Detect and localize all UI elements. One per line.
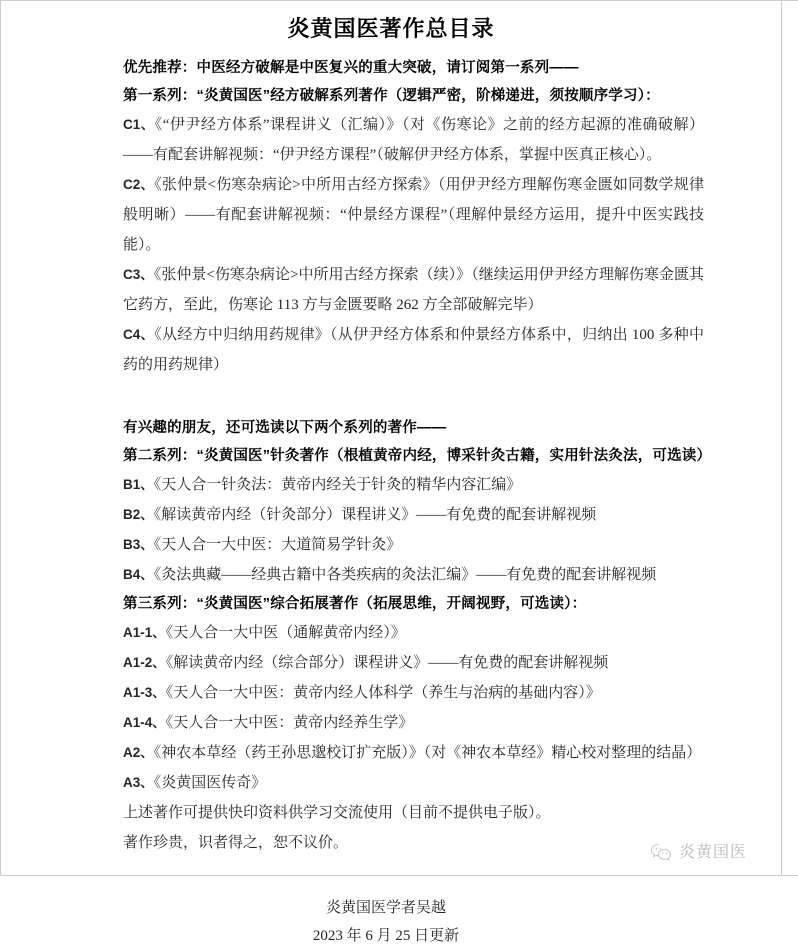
item-text: 《神农本草经（药王孙思邈校订扩充版）》（对《神农本草经》精心校对整理的结晶） [153,745,702,761]
series-one-heading: 第一系列：“炎黄国医”经方破解系列著作（逻辑严密，阶梯递进，须按顺序学习）： [123,88,660,104]
item-text: 《天人合一针灸法：黄帝内经关于针灸的精华内容汇编》 [153,477,522,493]
item-text: 《张仲景<伤寒杂病论>中所用古经方探索（续）》（继续运用伊尹经方理解伤寒金匮其它药方，至此，伤寒论 113 方与金匮要略 262 方全部破解完毕） [123,267,704,313]
item-label: A1-4、 [123,715,166,730]
series-two-heading: 第二系列：“炎黄国医”针灸著作（根植黄帝内经，博采针灸古籍，实用针法灸法，可选读） [123,448,712,464]
series-one-item [123,260,704,320]
item-text: 《炎黄国医传奇》 [153,775,267,791]
page-title: 炎黄国医著作总目录 [287,16,495,41]
item-label: B1、 [123,477,154,492]
item-label: A2、 [123,745,154,760]
item-text: 《天人合一大中医（通解黄帝内经）》 [165,625,406,641]
item-label: B2、 [123,507,154,522]
item-label: C4、 [123,327,155,342]
item-label: B3、 [123,537,154,552]
item-label: C1、 [123,117,155,132]
item-label: A1-3、 [123,685,166,700]
series-three-item [123,618,704,648]
series-three-heading: 第三系列：“炎黄国医”综合拓展著作（拓展思维，开阔视野，可选读）： [123,596,587,612]
item-label: A1-2、 [123,655,166,670]
series-three-item [123,678,704,708]
signature-date: 2023 年 6 月 25 日更新 [312,928,460,944]
series-two-item [123,530,704,560]
wechat-account-badge [650,843,747,862]
item-text: 《张仲景<伤寒杂病论>中所用古经方探索》（用伊尹经方理解伤寒金匮如同数学规律般明晰）——有配套讲解视频：“仲景经方课程”（理解仲景经方运用，提升中医实践技能）。 [123,177,704,253]
wechat-icon [650,843,672,862]
item-label: A3、 [123,775,154,790]
signature-block [123,858,704,950]
item-label: C3、 [123,267,154,282]
series-two-item [123,560,704,590]
series-one-item [123,320,704,380]
item-text: 《天人合一大中医：黄帝内经人体科学（养生与治病的基础内容）》 [165,685,601,701]
interest-note: 有兴趣的朋友，还可选读以下两个系列的著作—— [123,420,447,436]
closing-line: 著作珍贵，识者得之，恕不议价。 [123,835,349,851]
section-spacer [123,380,704,414]
series-two-item [123,500,704,530]
series-one-item [123,170,704,260]
item-label: B4、 [123,567,154,582]
series-three-item [123,708,704,738]
signature-author: 炎黄国医学者吴越 [325,900,446,916]
series-one-item [123,110,704,170]
series-three-item [123,738,704,768]
series-two-item [123,470,704,500]
document-body [0,44,782,950]
intro-recommendation: 优先推荐：中医经方破解是中医复兴的重大突破，请订阅第一系列—— [123,60,579,76]
item-text: 《解读黄帝内经（针灸部分）课程讲义》——有免费的配套讲解视频 [153,507,597,523]
item-text: 《“伊尹经方体系”课程讲义（汇编）》（对《伤寒论》之前的经方起源的准确破解）——有配套讲解视频：“伊尹经方课程”（破解伊尹经方体系，掌握中医真正核心）。 [123,117,704,163]
item-text: 《解读黄帝内经（综合部分）课程讲义》——有免费的配套讲解视频 [165,655,609,671]
item-text: 《灸法典藏——经典古籍中各类疾病的灸法汇编》——有免费的配套讲解视频 [153,567,657,583]
item-text: 《从经方中归纳用药规律》（从伊尹经方体系和仲景经方体系中，归纳出 100 多种中药的用药规律） [123,327,704,373]
item-label: A1-1、 [123,625,166,640]
series-three-item [123,648,704,678]
closing-line: 上述著作可提供快印资料供学习交流使用（目前不提供电子版）。 [123,805,551,821]
wechat-account-name: 炎黄国医 [679,844,748,861]
series-three-item [123,768,704,798]
item-text: 《天人合一大中医：黄帝内经养生学》 [165,715,414,731]
item-text: 《天人合一大中医：大道简易学针灸》 [153,537,402,553]
item-label: C2、 [123,177,155,192]
